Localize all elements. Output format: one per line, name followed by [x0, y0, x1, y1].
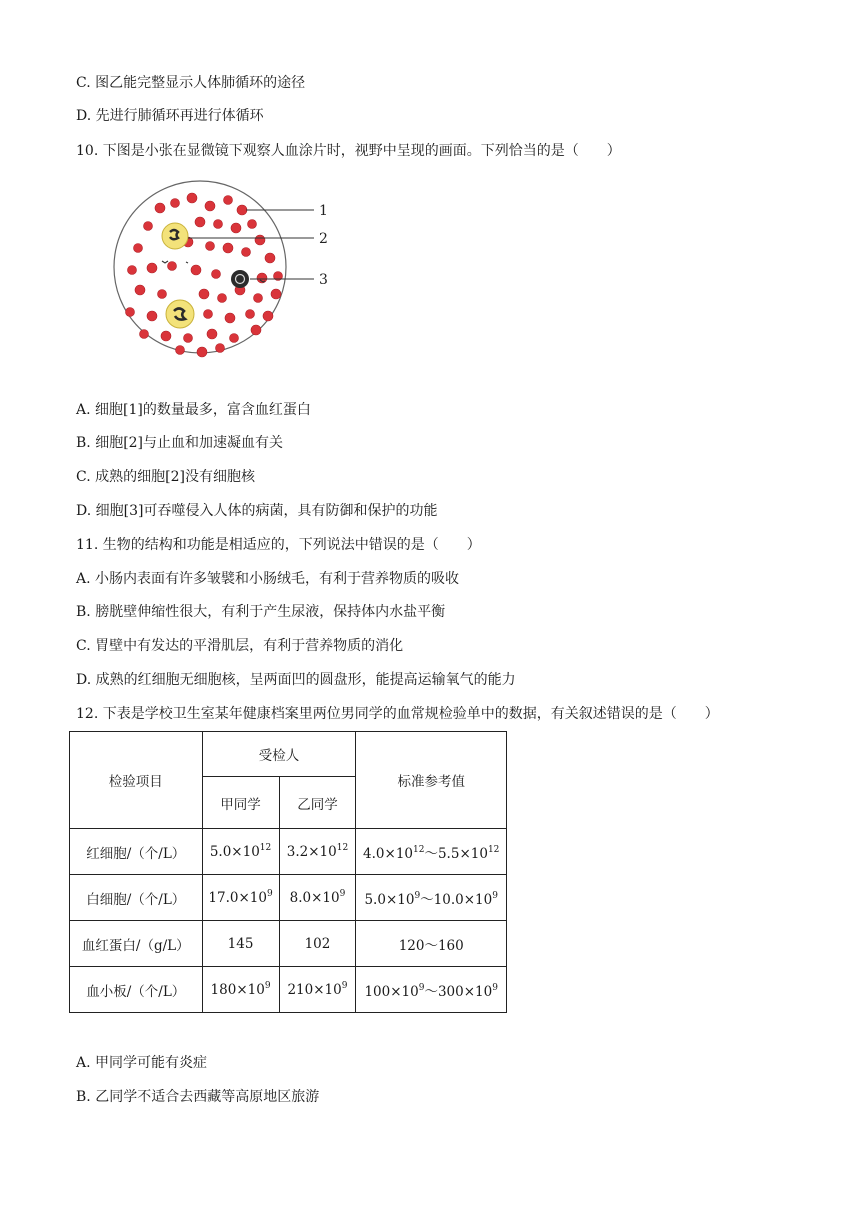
q10-option-c: C. 成熟的细胞[2]没有细胞核	[76, 469, 255, 485]
row-item: 白细胞/（个/L）	[70, 875, 203, 921]
table-row	[70, 875, 507, 921]
cell-reference: $5.0\times 10^9\sim 10.0\times 10^9$	[356, 875, 507, 921]
cell-student-a: $180\times 10^9$	[202, 967, 279, 1013]
cell-student-b: $3.2\times 10^{12}$	[279, 829, 356, 875]
header-subject: 受检人	[202, 732, 356, 777]
diagram-label-2: 2	[319, 231, 328, 247]
row-item: 血小板/（个/L）	[70, 967, 203, 1013]
table-row	[70, 829, 507, 875]
white-blood-cell	[162, 223, 188, 249]
row-item: 红细胞/（个/L）	[70, 829, 203, 875]
q9-option-d: D. 先进行肺循环再进行体循环	[76, 108, 264, 124]
q11-option-b: B. 膀胱壁伸缩性很大，有利于产生尿液，保持体内水盐平衡	[76, 604, 446, 620]
q10-option-b: B. 细胞[2]与止血和加速凝血有关	[76, 435, 284, 451]
table-row	[70, 921, 507, 967]
header-student-b: 乙同学	[279, 777, 356, 829]
cell-reference: 120～160	[356, 921, 507, 967]
cell-reference: $4.0\times 10^{12}\sim 5.5\times 10^{12}$	[356, 829, 507, 875]
diagram-label-1: 1	[319, 203, 328, 219]
q12-option-b: B. 乙同学不适合去西藏等高原地区旅游	[76, 1089, 320, 1105]
cell-student-a: $5.0\times 10^{12}$	[202, 829, 279, 875]
blood-test-table	[69, 731, 507, 1013]
diagram-label-3: 3	[319, 272, 328, 288]
row-item: 血红蛋白/（g/L）	[70, 921, 203, 967]
cell-reference: $100\times 10^9\sim 300\times 10^9$	[356, 967, 507, 1013]
q11-stem: 11. 生物的结构和功能是相适应的，下列说法中错误的是（ ）	[76, 537, 481, 553]
q12-stem: 12. 下表是学校卫生室某年健康档案里两位男同学的血常规检验单中的数据，有关叙述错误的是（ ）	[76, 706, 719, 722]
q11-option-c: C. 胃壁中有发达的平滑肌层，有利于营养物质的消化	[76, 638, 404, 654]
q12-option-a: A. 甲同学可能有炎症	[76, 1055, 208, 1071]
header-student-a: 甲同学	[202, 777, 279, 829]
cell-student-a: $17.0\times 10^9$	[202, 875, 279, 921]
q10-stem: 10. 下图是小张在显微镜下观察人血涂片时，视野中呈现的画面。下列恰当的是（ ）	[76, 143, 621, 159]
cell-student-a: 145	[202, 921, 279, 967]
header-reference: 标准参考值	[356, 732, 507, 829]
q10-option-a: A. 细胞[1]的数量最多，富含血红蛋白	[76, 402, 311, 418]
cell-student-b: $210\times 10^9$	[279, 967, 356, 1013]
q11-option-d: D. 成熟的红细胞无细胞核，呈两面凹的圆盘形，能提高运输氧气的能力	[76, 672, 516, 688]
white-blood-cell	[166, 300, 194, 328]
q9-option-c: C. 图乙能完整显示人体肺循环的途径	[76, 75, 306, 91]
platelet-cell	[231, 270, 249, 288]
header-item: 检验项目	[70, 732, 203, 829]
cell-student-b: 102	[279, 921, 356, 967]
blood-smear-diagram	[100, 178, 360, 374]
q10-option-d: D. 细胞[3]可吞噬侵入人体的病菌，具有防御和保护的功能	[76, 503, 438, 519]
q11-option-a: A. 小肠内表面有许多皱襞和小肠绒毛，有利于营养物质的吸收	[76, 571, 460, 587]
cell-student-b: $8.0\times 10^9$	[279, 875, 356, 921]
table-row	[70, 967, 507, 1013]
